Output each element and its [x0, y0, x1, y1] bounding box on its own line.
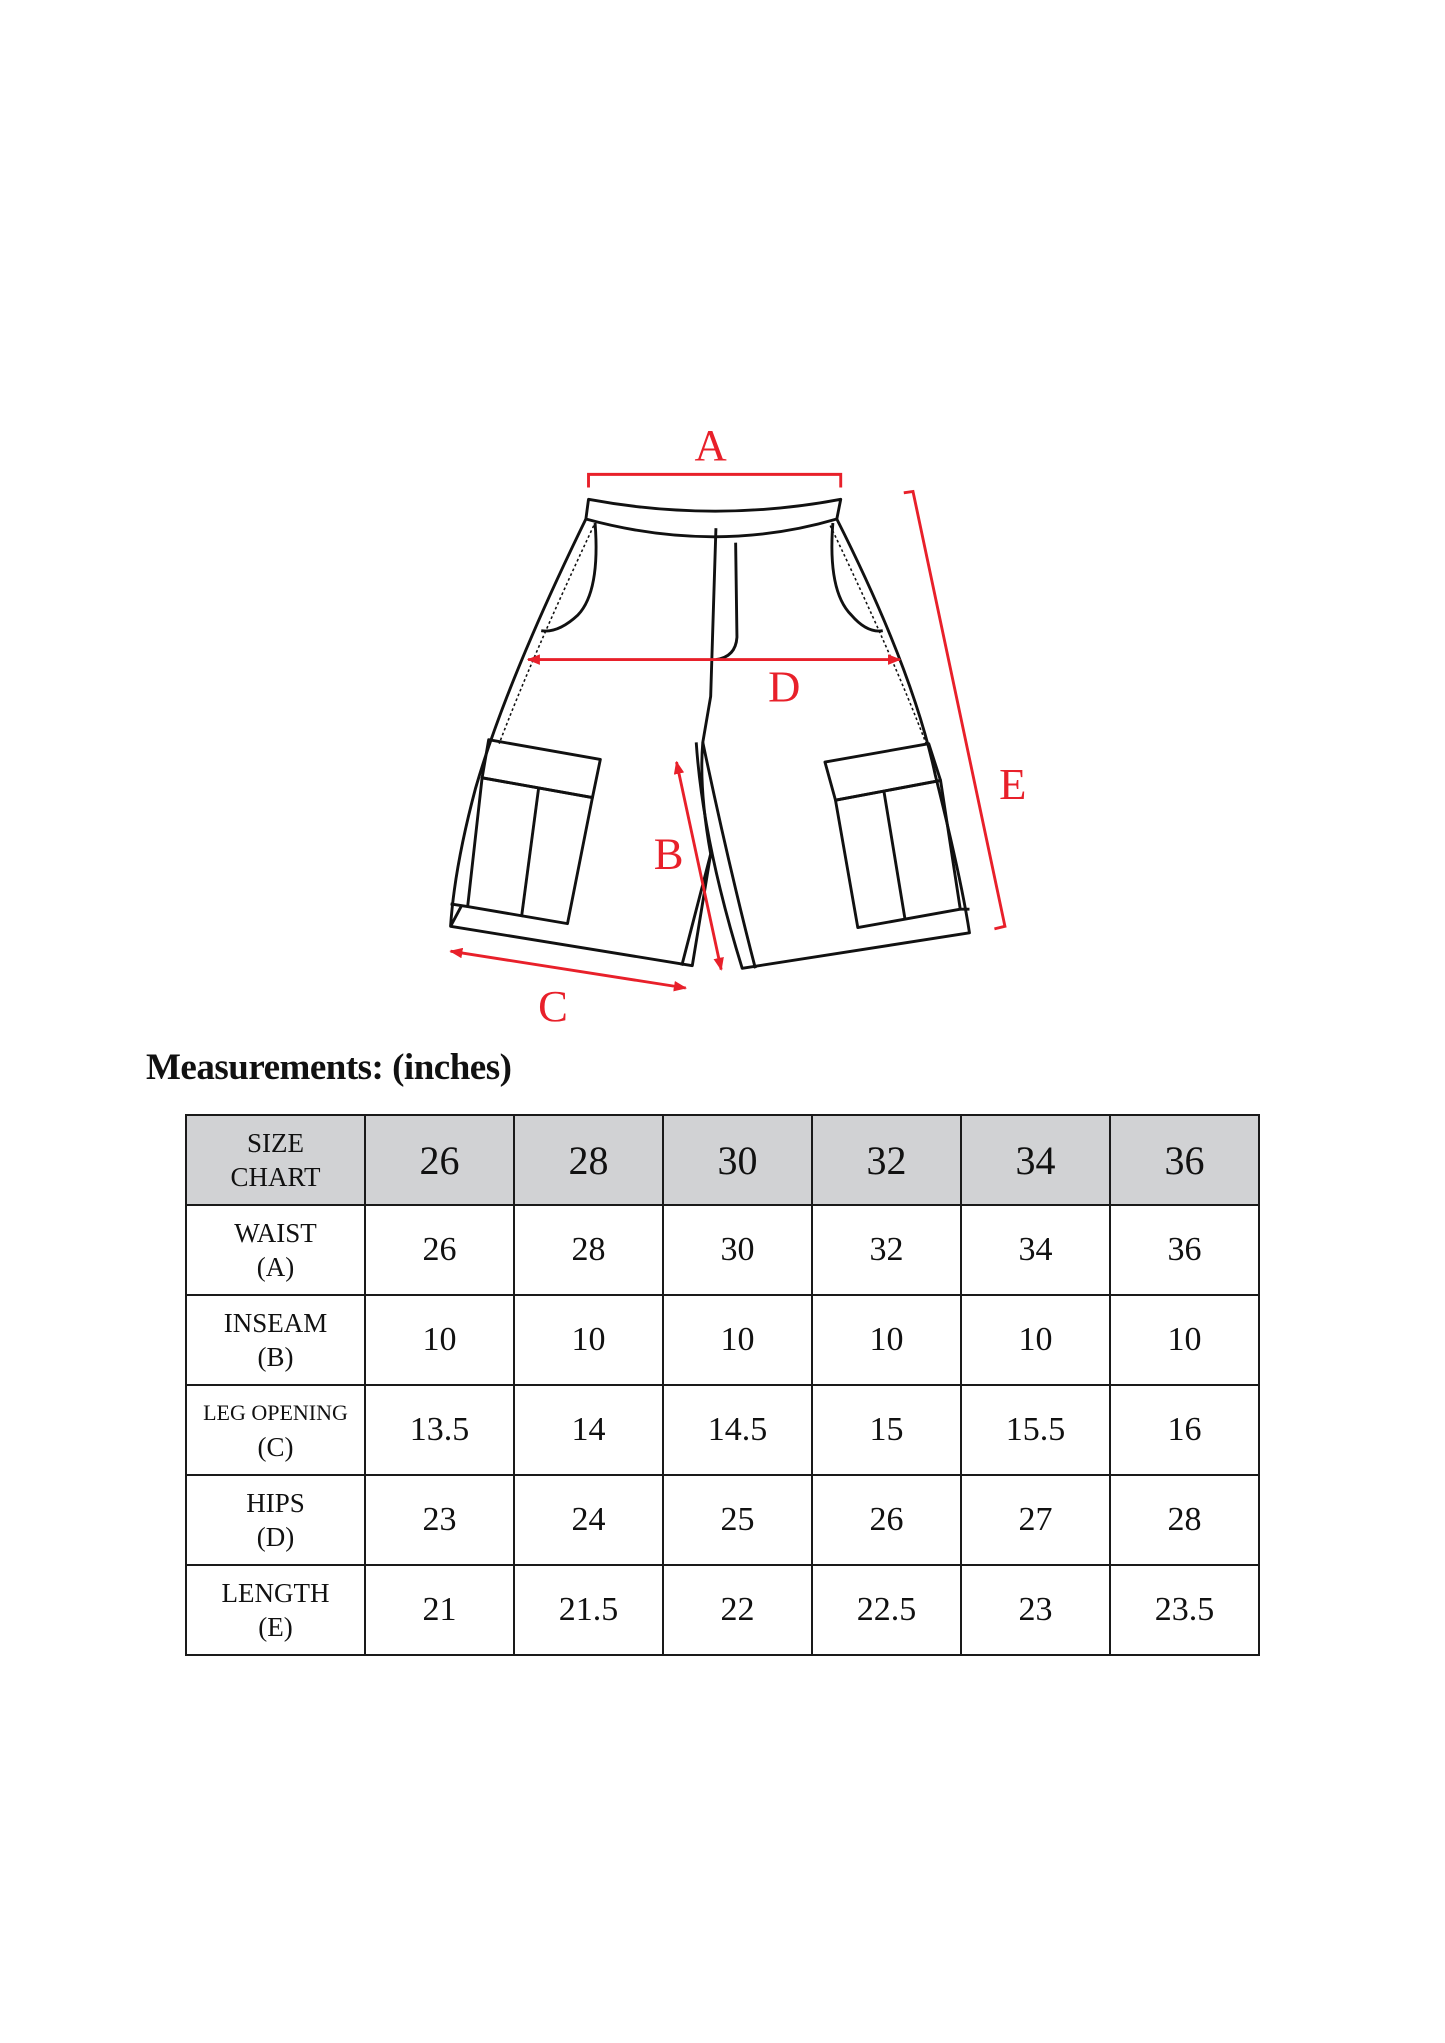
size-header: 26: [365, 1115, 514, 1205]
row-code: (D): [256, 1522, 295, 1552]
table-cell: 15: [812, 1385, 961, 1475]
table-cell: 27: [961, 1475, 1110, 1565]
table-cell: 23.5: [1110, 1565, 1259, 1655]
size-chart-table: [185, 1114, 1260, 1656]
row-label: [186, 1385, 365, 1475]
table-cell: 15.5: [961, 1385, 1110, 1475]
table-cell: 10: [663, 1295, 812, 1385]
table-cell: 28: [1110, 1475, 1259, 1565]
table-cell: 32: [812, 1205, 961, 1295]
table-row: [186, 1385, 1259, 1475]
table-cell: 22: [663, 1565, 812, 1655]
table-cell: 14.5: [663, 1385, 812, 1475]
table-cell: 10: [365, 1295, 514, 1385]
measurement-guides: [451, 474, 1005, 988]
table-cell: 16: [1110, 1385, 1259, 1475]
table-cell: 10: [812, 1295, 961, 1385]
size-header: 30: [663, 1115, 812, 1205]
row-code: (E): [258, 1612, 293, 1642]
table-cell: 10: [514, 1295, 663, 1385]
table-cell: 25: [663, 1475, 812, 1565]
leg-opening-arrow: [451, 951, 686, 988]
row-label: [186, 1295, 365, 1385]
header-line1: SIZE: [247, 1128, 304, 1158]
row-label: [186, 1205, 365, 1295]
table-cell: 28: [514, 1205, 663, 1295]
size-header: 32: [812, 1115, 961, 1205]
table-cell: 26: [812, 1475, 961, 1565]
table-cell: 14: [514, 1385, 663, 1475]
measurements-title: Measurements: (inches): [146, 1047, 512, 1088]
label-c: C: [538, 980, 568, 1031]
shorts-outline: [451, 499, 970, 968]
table-cell: 10: [1110, 1295, 1259, 1385]
table-header-row: [186, 1115, 1259, 1205]
table-cell: 23: [961, 1565, 1110, 1655]
row-code: (A): [256, 1252, 295, 1282]
table-cell: 30: [663, 1205, 812, 1295]
table-cell: 34: [961, 1205, 1110, 1295]
row-label: [186, 1565, 365, 1655]
row-code: (C): [257, 1432, 294, 1462]
size-header: 28: [514, 1115, 663, 1205]
table-row: [186, 1205, 1259, 1295]
waist-bracket: [589, 474, 841, 487]
table-row: [186, 1295, 1259, 1385]
table-cell: 13.5: [365, 1385, 514, 1475]
table-cell: 10: [961, 1295, 1110, 1385]
label-e: E: [999, 758, 1027, 809]
row-label: [186, 1475, 365, 1565]
row-name: HIPS: [246, 1488, 305, 1518]
row-name: WAIST: [234, 1218, 317, 1248]
label-b: B: [653, 828, 684, 879]
header-label: [186, 1115, 365, 1205]
label-d: D: [768, 661, 801, 712]
row-name: LEG OPENING: [203, 1400, 348, 1425]
table-row: [186, 1475, 1259, 1565]
header-line2: CHART: [230, 1162, 321, 1192]
label-a: A: [694, 419, 727, 470]
table-cell: 36: [1110, 1205, 1259, 1295]
row-code: (B): [257, 1342, 294, 1372]
row-name: INSEAM: [223, 1308, 328, 1338]
table-cell: 26: [365, 1205, 514, 1295]
table-cell: 24: [514, 1475, 663, 1565]
table-cell: 21.5: [514, 1565, 663, 1655]
table-cell: 23: [365, 1475, 514, 1565]
table-cell: 21: [365, 1565, 514, 1655]
size-header: 34: [961, 1115, 1110, 1205]
table-cell: 22.5: [812, 1565, 961, 1655]
table-row: [186, 1565, 1259, 1655]
row-name: LENGTH: [221, 1578, 330, 1608]
size-header: 36: [1110, 1115, 1259, 1205]
